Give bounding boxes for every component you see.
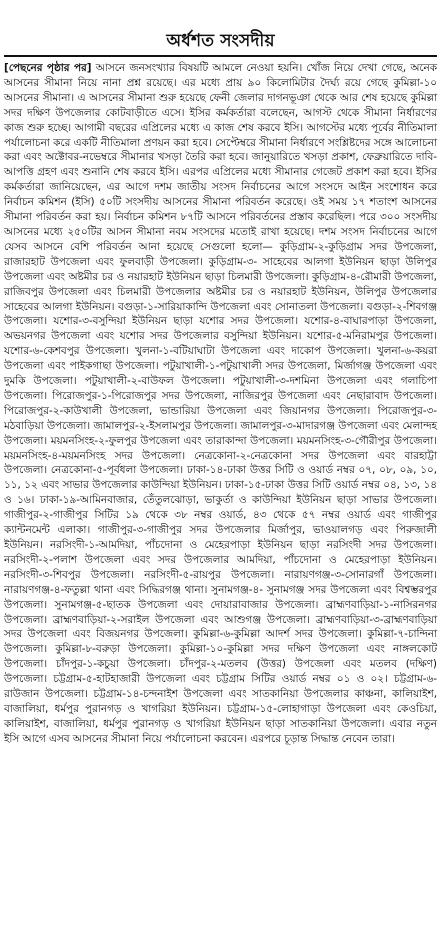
continuation-label: [পেছনের পৃষ্ঠার পর] (4, 62, 92, 74)
article-body (4, 61, 437, 747)
article-headline: অর্ধশত সংসদীয় (166, 31, 275, 51)
headline-divider (4, 55, 437, 57)
article-body-text: আসনে জনসংখ্যার বিষয়টি আমলে নেওয়া হয়নি। খোঁজ নিয়ে দেখা গেছে, অনেক আসনের সীমানা নিয়ে নানা প্রশ্ন রয়েছে। এর মধ্যে প্রায় ৯০ কিলোমিটার দৈর্ঘ্য রয়ে গেছে কুমিল্লা-১০ আসনের সীমানা। এ আসনের সীমানা শুরু হয়েছে ফেনী জেলার দাগনভূঞা থেকে আর শেষ হয়েছে কুমিল্লা সদর দক্ষিণ উপজেলার কোটবাড়ীতে এসে। ইসির কর্মকর্তারা বলেছেন, আগস্ট থেকে সীমানা নির্ধারণের কাজ শুরু হচ্ছে। আগামী বছরের এপ্রিলের মধ্যে এ কাজ শেষ করবে ইসি। আগস্টের মধ্যে পূর্বের নীতিমালা পর্যালোচনা করে একটি নীতিমালা প্রণয়ন করা হবে। সেপ্টেম্বরে সীমানা নির্ধারণে সংশ্লিষ্টদের সঙ্গে আলোচনা করা এবং অক্টোবর-নভেম্বরে সীমানার খসড়া তৈরি করা হবে। জানুয়ারিতে খসড়া প্রকাশ, ফেব্রুয়ারিতে দাবি-আপত্তি গ্রহণ এবং শুনানি শেষ করবে ইসি। এরপর এপ্রিলের মধ্যে সীমানার গেজেট প্রকাশ করা হবে। ইসির কর্মকর্তারা জানিয়েছেন, এর আগে দশম জাতীয় সংসদ নির্বাচনের আগে সংসদে আইন সংশোধন করে নির্বাচন কমিশন (ইসি) ৫০টি সংসদীয় আসনের সীমানা পরিবর্তন করেছে। ওই সময় ১৭ শতাংশ আসনের সীমানা পরিবর্তন করা হয়। নির্বাচন কমিশন ৮৭টি আসনে পরিবর্তনের প্রস্তাব করেছিল। পরে ৩০০ সংসদীয় আসনের মধ্যে ২৫০টির আসন সীমানা নবম সংসদের মতোই রাখা হয়েছে। দশম সংসদ নির্বাচনের আগে যেসব আসনে বেশি পরিবর্তন আনা হয়েছে সেগুলো হলো— কুড়িগ্রাম-২-কুড়িগ্রাম সদর উপজেলা, রাজারহাট উপজেলা এবং ফুলবাড়ী উপজেলা। কুড়িগ্রাম-৩- সাহেবের আলগা ইউনিয়ন ছাড়া উলিপুর উপজেলা এবং অষ্টমীর চর ও নয়ারহাট ইউনিয়ন ছাড়া চিলমারী উপজেলা। কুড়িগ্রাম-৪-রৌমারী উপজেলা, রাজিবপুর উপজেলা এবং চিলমারী উপজেলার অষ্টমীর চর ও নয়ারহাট ইউনিয়ন, উলিপুর উপজেলার সাহেবের আলগা ইউনিয়ন। বগুড়া-১-সারিয়াকান্দি উপজেলা এবং সোনাতলা উপজেলা। বগুড়া-২-শিবগঞ্জ উপজেলা। যশোর-৩-বসুন্দিয়া ইউনিয়ন ছাড়া যশোর সদর উপজেলা। যশোর-৪-বাঘারপাড়া উপজেলা, অভয়নগর উপজেলা এবং যশোর সদর উপজেলার বসুন্দিয়া ইউনিয়ন। যশোর-৫-মনিরামপুর উপজেলা। যশোর-৬-কেশবপুর উপজেলা। খুলনা-১-বটিয়াঘাটা উপজেলা এবং দাকোপ উপজেলা। খুলনা-৬-কয়রা উপজেলা এবং পাইকগাছা উপজেলা। পটুয়াখালী-১-পটুয়াখালী সদর উপজেলা, মির্জাগঞ্জ উপজেলা এবং দুমকি উপজেলা। পটুয়াখালী-২-বাউফল উপজেলা। পটুয়াখালী-৩-দশমিনা উপজেলা এবং গলাচিপা উপজেলা। পিরোজপুর-১-পিরোজপুর সদর উপজেলা, নাজিরপুর উপজেলা এবং নেছারাবাদ উপজেলা। পিরোজপুর-২-কাউখালী উপজেলা, ভান্ডারিয়া উপজেলা এবং জিয়ানগর উপজেলা। পিরোজপুর-৩-মঠবাড়িয়া উপজেলা। জামালপুর-২-ইসলামপুর উপজেলা। জামালপুর-৩-মাদারগঞ্জ উপজেলা এবং মেলান্দহ উপজেলা। ময়মনসিংহ-২-ফুলপুর উপজেলা এবং তারাকান্দা উপজেলা। ময়মনসিংহ-৩-গৌরীপুর উপজেলা। ময়মনসিংহ-৪-ময়মনসিংহ সদর উপজেলা। নেত্রকোনা-২-নেত্রকোনা সদর উপজেলা এবং বারহাট্টা উপজেলা। নেত্রকোনা-৫-পূর্বধলা উপজেলা। ঢাকা-১৪-ঢাকা উত্তর সিটি ও ওয়ার্ড নম্বর ০৭, ০৮, ০৯, ১০, ১১, ১২ এবং সাভার উপজেলার কাউন্দিয়া ইউনিয়ন। ঢাকা-১৫-ঢাকা উত্তর সিটি ওয়ার্ড নম্বর ০৪, ১৩, ১৪ ও ১৬। ঢাকা-১৯-আমিনবাজার, তেঁতুলঝোড়া, ভাকুর্তা ও কাউন্দিয়া ইউনিয়ন ছাড়া সাভার উপজেলা। গাজীপুর-২-গাজীপুর সিটির ১৯ থেকে ৩৮ নম্বর ওয়ার্ড, ৪৩ থেকে ৫৭ নম্বর ওয়ার্ড এবং গাজীপুর ক্যান্টনমেন্ট এলাকা। গাজীপুর-৩-গাজীপুর সদর উপজেলার মির্জাপুর, ভাওয়ালগড় এবং পিরুজালী ইউনিয়ন। নরসিংদী-১-আমদিয়া, পাঁচদোনা ও মেহেরপাড়া ইউনিয়ন ছাড়া নরসিংদী সদর উপজেলা। নরসিংদী-২-পলাশ উপজেলা এবং সদর উপজেলার আমদিয়া, পাঁচদোনা ও মেহেরপাড়া ইউনিয়ন। নরসিংদী-৩-শিবপুর উপজেলা। নরসিংদী-৫-রায়পুর উপজেলা। নারায়ণগঞ্জ-৩-সোনারগাঁ উপজেলা। নারায়ণগঞ্জ-৪-ফতুল্লা থানা এবং সিদ্ধিরগঞ্জ থানা। সুনামগঞ্জ-৪- সুনামগঞ্জ সদর উপজেলা এবং বিশ্বম্ভরপুর উপজেলা। সুনামগঞ্জ-৫-ছাতক উপজেলা এবং দোয়ারাবাজার উপজেলা। ব্রাহ্মণবাড়িয়া-১-নাসিরনগর উপজেলা। ব্রাহ্মণবাড়িয়া-২-সরাইল উপজেলা এবং আশুগঞ্জ উপজেলা। ব্রাহ্মণবাড়িয়া-৩-ব্রাহ্মণবাড়িয়া সদর উপজেলা এবং বিজয়নগর উপজেলা। কুমিল্লা-৬-কুমিল্লা আদর্শ সদর উপজেলা। কুমিল্লা-৭-চান্দিনা উপজেলা। কুমিল্লা-৮-বরুড়া উপজেলা। কুমিল্লা-১০-কুমিল্লা সদর দক্ষিণ উপজেলা এবং নাঙ্গলকোট উপজেলা। চাঁদপুর-১-কচুয়া উপজেলা। চাঁদপুর-২-মতলব (উত্তর) উপজেলা এবং মতলব (দক্ষিণ) উপজেলা। চট্টগ্রাম-৫-হাটহাজারী উপজেলা এবং চট্টগ্রাম সিটির ওয়ার্ড নম্বর ০১ ও ০২। চট্টগ্রাম-৬-রাউজান উপজেলা। চট্টগ্রাম-১৪-চন্দনাইশ উপজেলা এবং সাতকানিয়া উপজেলার কাঞ্চনা, কালিয়াইশ, বাজালিয়া, ধর্মপুর পুরানগড় ও খাগরিয়া ইউনিয়ন। চট্টগ্রাম-১৫-লোহাগাড়া উপজেলা এবং কেওচিয়া, কালিয়াইশ, বাজালিয়া, ধর্মপুর পুরানগড় ও খাগরিয়া ইউনিয়ন ছাড়া সাতকানিয়া উপজেলা। এবার নতুন ইসি আগে এসব আসনের সীমানা নিয়ে পর্যালোচনা করবেন। এরপরে চূড়ান্ত সিদ্ধান্ত নেবেন তারা। (4, 62, 437, 745)
